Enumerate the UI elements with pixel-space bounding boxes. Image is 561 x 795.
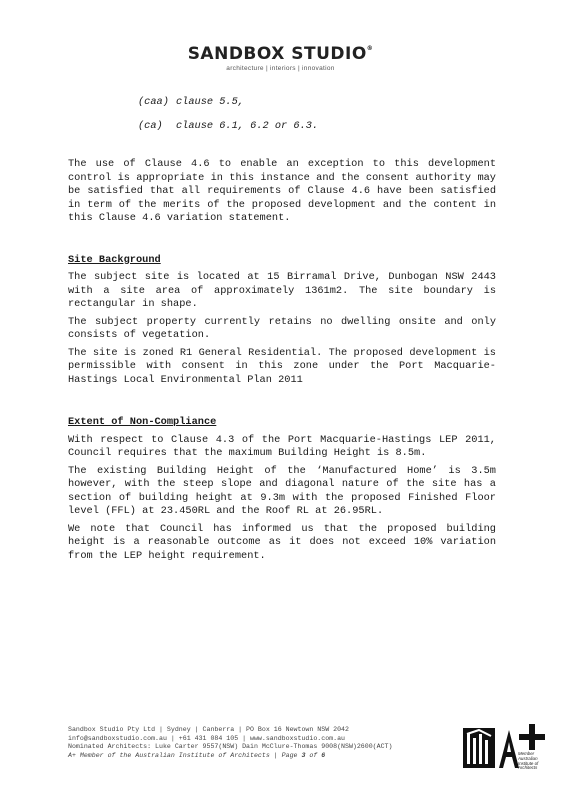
- intro-paragraph: The use of Clause 4.6 to enable an exception to this development control is appropriate in this instance and the consent authority may be satisfied that all requirements of Clause 4.6 have been satisfied in term of the merits of the proposed development and the content in this Clause 4.6 variation statement.: [68, 158, 496, 224]
- clause-number: (ca): [138, 119, 163, 132]
- page-number: 3: [301, 752, 306, 760]
- page-of: of: [305, 752, 322, 760]
- site-paragraph-1: The subject site is located at 15 Birramal Drive, Dunbogan NSW 2443 with a site area of approximately 1361m2. The site boundary is rectangular in shape.: [68, 271, 496, 310]
- footer-membership-text: A+ Member of the Australian Institute of Architects | Page: [68, 752, 302, 760]
- footer-address: Sandbox Studio Pty Ltd | Sydney | Canberra | PO Box 16 Newtown NSW 2042: [68, 726, 349, 733]
- document-body: [68, 96, 496, 563]
- badge-text: Member Australian Institute of Architects: [518, 751, 539, 771]
- extent-paragraph-2: The existing Building Height of the ‘Manufactured Home’ is 3.5m however, with the steep slope and diagonal nature of the site has a section of building height at 9.3m with the proposed Finished Floor level (FFL) at 23.450RL and the Roof RL at 26.95RL.: [68, 464, 496, 517]
- footer-architects: Nominated Architects: Luke Carter 9557(NSW) Dain McClure-Thomas 9008(NSW)2600(ACT): [68, 743, 393, 751]
- aia-member-badge: [461, 724, 556, 774]
- site-paragraph-2: The subject property currently retains no dwelling onsite and only consists of vegetation.: [68, 315, 496, 341]
- page-footer: [68, 726, 448, 761]
- company-logo: [0, 44, 561, 72]
- clause-item: [138, 96, 496, 110]
- clause-text: clause 5.5,: [176, 96, 244, 108]
- registered-mark: ®: [366, 45, 374, 52]
- clause-number: (caa): [138, 96, 169, 108]
- site-background-heading: Site Background: [68, 253, 161, 266]
- logo-title: SANDBOX STUDIO: [187, 44, 367, 64]
- logo-tagline: architecture | interiors | innovation: [226, 65, 335, 72]
- clause-item: [138, 120, 496, 134]
- footer-membership: [68, 752, 448, 761]
- clause-text: clause 6.1, 6.2 or 6.3.: [176, 119, 319, 132]
- extent-paragraph-3: We note that Council has informed us that the proposed building height is a reasonable outcome as it does not exceed 10% variation from the LEP height requirement.: [68, 522, 496, 562]
- extent-heading: Extent of Non-Compliance: [68, 416, 217, 428]
- page-total: 6: [321, 752, 326, 760]
- site-paragraph-3: The site is zoned R1 General Residential. The proposed development is permissible with consent in this zone under the Port Macquarie-Hastings Local Environmental Plan 2011: [68, 346, 496, 386]
- extent-paragraph-1: With respect to Clause 4.3 of the Port Macquarie-Hastings LEP 2011, Council requires that the maximum Building Height is 8.5m.: [68, 433, 496, 459]
- footer-contact: info@sandboxstudio.com.au | +61 431 084 105 | www.sandboxstudio.com.au: [68, 734, 345, 742]
- aia-logo-icon: [461, 724, 556, 774]
